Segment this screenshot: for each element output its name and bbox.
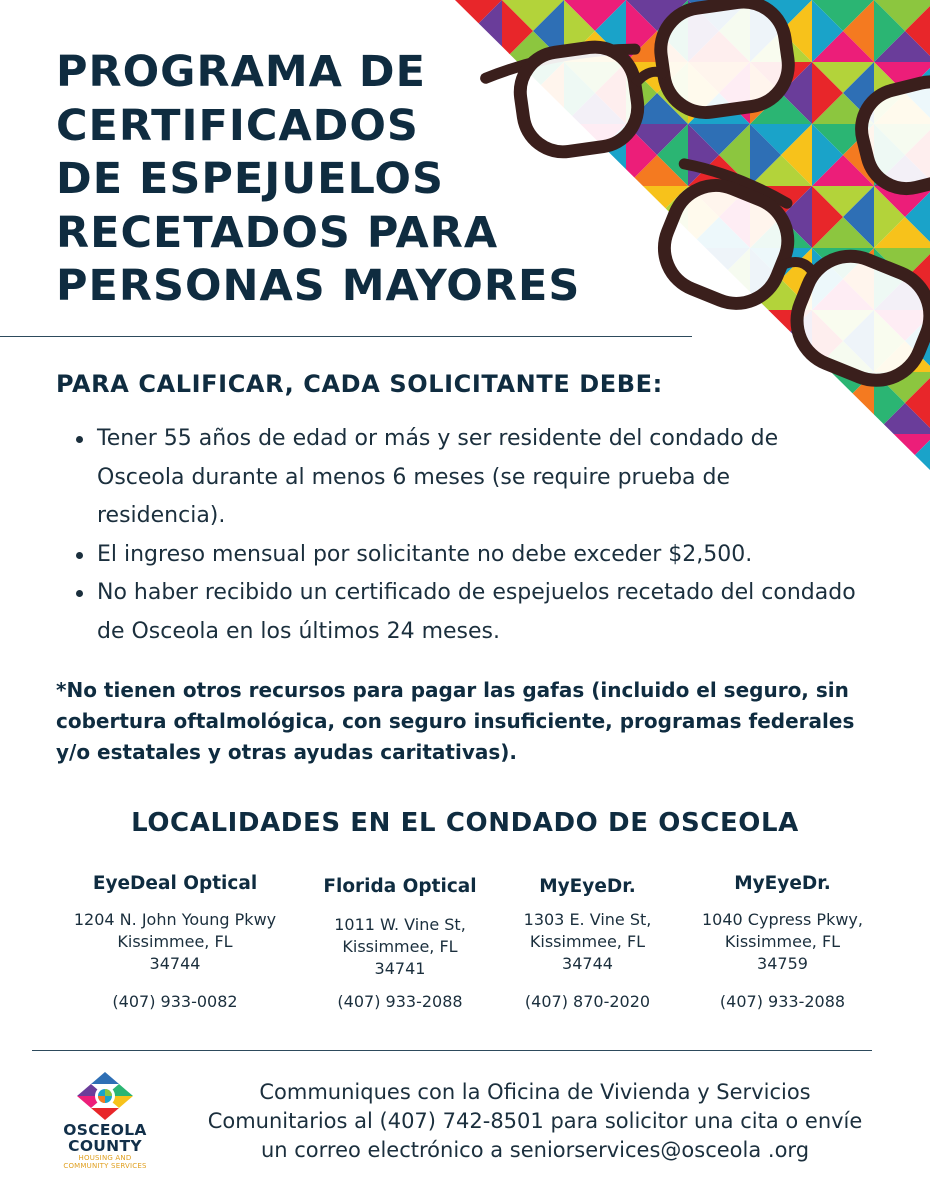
location-phone: (407) 870-2020 (524, 992, 651, 1011)
mosaic-tile (626, 310, 657, 372)
mosaic-tile (595, 310, 626, 372)
criteria-list (72, 420, 862, 651)
location-address (500, 909, 675, 975)
criteria-item: El ingreso mensual por solicitante no debe exceder $2,500. (72, 536, 862, 575)
address-line: 34741 (374, 959, 426, 978)
title-line: PROGRAMA DE (56, 47, 426, 97)
address-line: Kissimmee, FL (724, 932, 841, 951)
mosaic-tile (719, 310, 750, 372)
address-line: 34744 (562, 954, 613, 973)
logo-name-line: COUNTY (68, 1137, 142, 1155)
logo-name-line: OSCEOLA (63, 1121, 147, 1139)
mosaic-tile (440, 341, 502, 372)
location-address (40, 909, 310, 975)
location-address (310, 914, 490, 980)
contact-line: un correo electrónico a seniorservices@osceola .org (260, 1138, 810, 1162)
contact-line: Comunitarios al (407) 742-8501 para solicitor una cita o envíe (207, 1109, 863, 1133)
mosaic-tile (750, 310, 781, 372)
mosaic-tile (502, 341, 564, 372)
location-address (680, 909, 885, 975)
page-title (56, 46, 656, 314)
address-line: 1011 W. Vine St, (334, 915, 466, 934)
mosaic-tile (564, 341, 626, 372)
mosaic-tile (688, 372, 750, 403)
title-line: DE ESPEJUELOS (56, 154, 444, 204)
address-line: 1040 Cypress Pkwy, (702, 910, 863, 929)
address-line: 1204 N. John Young Pkwy (73, 910, 277, 929)
qualify-heading: PARA CALIFICAR, CADA SOLICITANTE DEBE: (56, 370, 663, 398)
logo-sub-line: COMMUNITY SERVICES (63, 1162, 147, 1170)
location-name: MyEyeDr. (734, 873, 831, 894)
contact-line: Communiques con la Oficina de Vivienda y Servicios (259, 1080, 811, 1104)
address-line: Kissimmee, FL (117, 932, 233, 951)
location-phone: (407) 933-2088 (719, 992, 846, 1011)
title-line: PERSONAS MAYORES (56, 261, 581, 311)
mosaic-tile (657, 310, 688, 372)
contact-info (170, 1078, 900, 1165)
address-line: 34744 (149, 954, 201, 973)
criteria-item: No haber recibido un certificado de espejuelos recetado del condado de Osceola en los últimos 24 meses. (72, 574, 862, 651)
criteria-item: Tener 55 años de edad or más y ser residente del condado de Osceola durante al menos 6 meses (se require prueba de residencia). (72, 420, 862, 536)
location-phone: (407) 933-0082 (112, 992, 238, 1011)
mosaic-tile (564, 310, 595, 372)
osceola-county-logo-icon (74, 1070, 136, 1122)
footer-divider (32, 1050, 872, 1051)
osceola-county-logo (40, 1070, 170, 1178)
address-line: Kissimmee, FL (529, 932, 646, 951)
locations-heading: LOCALIDADES EN EL CONDADO DE OSCEOLA (131, 808, 799, 838)
mosaic-tile (874, 465, 930, 470)
mosaic-tile (471, 310, 502, 372)
mosaic-tile (688, 310, 750, 341)
address-line: 34759 (757, 954, 808, 973)
location-name: MyEyeDr. (539, 876, 636, 897)
address-line: Kissimmee, FL (342, 937, 458, 956)
address-line: 1303 E. Vine St, (523, 910, 652, 929)
eligibility-note: *No tienen otros recursos para pagar las gafas (incluido el seguro, sin cobertura oftalmológica, con seguro insuficiente, programas federales y/o estatales y otras ayudas caritativas). (56, 678, 855, 764)
mosaic-tile (688, 341, 750, 372)
title-line: CERTIFICADOS (56, 100, 419, 151)
location-name: EyeDeal Optical (92, 873, 258, 894)
mosaic-tile (750, 372, 812, 403)
mosaic-tile (440, 310, 471, 372)
mosaic-tile (502, 310, 533, 372)
mosaic-tile (533, 310, 564, 372)
mosaic-tile (688, 310, 719, 372)
mosaic-tile (626, 341, 688, 372)
title-line: RECETADOS PARA (56, 207, 499, 258)
location-phone: (407) 933-2088 (337, 992, 463, 1011)
section-divider (0, 336, 692, 337)
logo-sub-line: HOUSING AND (78, 1154, 132, 1162)
location-name: Florida Optical (323, 876, 477, 897)
